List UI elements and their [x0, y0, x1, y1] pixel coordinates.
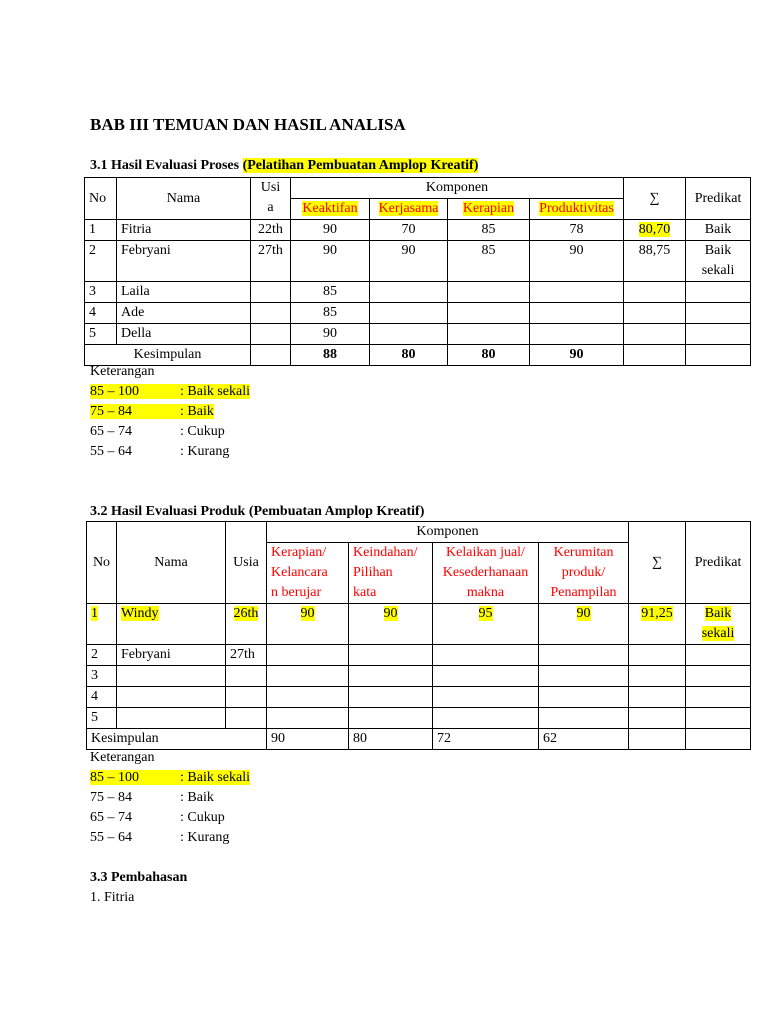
- cell-no: 5: [85, 324, 117, 345]
- cell-value: [539, 604, 629, 645]
- cell-sum: [624, 324, 686, 345]
- component-line: Keindahan/: [353, 545, 418, 560]
- cell-sum: [629, 687, 686, 708]
- header-component-kerumitan: [539, 543, 629, 604]
- cell-value: [433, 666, 539, 687]
- cell-no: 4: [87, 687, 117, 708]
- grade-range: 75 – 84: [90, 790, 132, 805]
- cell-value: 90: [291, 324, 370, 345]
- header-sigma: ∑: [624, 178, 686, 220]
- component-line: kata: [353, 585, 377, 600]
- score-value: 90: [300, 606, 315, 621]
- cell-no: 2: [85, 241, 117, 282]
- table-row: [85, 241, 751, 282]
- kesimpulan-value: 90: [530, 345, 624, 366]
- grade-desc: : Baik sekali: [180, 384, 250, 399]
- cell-value: [349, 604, 433, 645]
- cell-sum: [624, 220, 686, 241]
- table-row: [87, 708, 751, 729]
- component-line: Penampilan: [550, 585, 617, 600]
- kesimpulan-value: 88: [291, 345, 370, 366]
- predikat-line2: sekali: [701, 263, 735, 278]
- grade-range: 75 – 84: [90, 404, 132, 419]
- grade-desc: : Baik: [180, 790, 214, 805]
- grade-range: 55 – 64: [90, 830, 132, 845]
- score-value: 90: [383, 606, 398, 621]
- score-value: 95: [478, 606, 493, 621]
- component-line: makna: [466, 585, 505, 600]
- cell-sum: [629, 604, 686, 645]
- cell-usia: [226, 708, 267, 729]
- grade-range: 65 – 74: [90, 810, 132, 825]
- cell-usia: 22th: [251, 220, 291, 241]
- keterangan1-item: [90, 382, 250, 402]
- header-component-kerjasama: [370, 199, 448, 220]
- cell-nama: [117, 687, 226, 708]
- header-komponen: Komponen: [267, 522, 629, 543]
- keterangan2-item: [90, 788, 214, 808]
- cell-no: 5: [87, 708, 117, 729]
- cell-sum: [629, 729, 686, 750]
- grade-range: 85 – 100: [90, 770, 139, 785]
- cell-value: [433, 645, 539, 666]
- keterangan1-label: Keterangan: [90, 364, 155, 379]
- keterangan1-item: [90, 422, 225, 442]
- cell-value: [267, 708, 349, 729]
- table-row: [87, 666, 751, 687]
- nama-value: Windy: [121, 606, 159, 621]
- cell-value: [349, 645, 433, 666]
- section1-heading-highlight: (Pelatihan Pembuatan Amplop Kreatif): [242, 158, 479, 173]
- cell-value: [448, 282, 530, 303]
- cell-value: [349, 708, 433, 729]
- cell-value: [349, 666, 433, 687]
- cell-value: [370, 324, 448, 345]
- no-value: 1: [91, 606, 98, 621]
- component-line: Pilihan: [353, 565, 393, 580]
- cell-nama: Febryani: [117, 241, 251, 282]
- cell-value: [530, 303, 624, 324]
- cell-usia: [251, 303, 291, 324]
- cell-nama: Ade: [117, 303, 251, 324]
- cell-usia: [251, 282, 291, 303]
- cell-value: 90: [530, 241, 624, 282]
- keterangan1-item: [90, 402, 214, 422]
- section1-heading: [90, 157, 478, 175]
- cell-no: 3: [85, 282, 117, 303]
- cell-value: 78: [530, 220, 624, 241]
- table-row: [87, 645, 751, 666]
- cell-sum: [629, 708, 686, 729]
- grade-desc: : Baik: [180, 404, 214, 419]
- keterangan2-item: [90, 808, 225, 828]
- cell-sum: [624, 345, 686, 366]
- document-title: BAB III TEMUAN DAN HASIL ANALISA: [90, 115, 406, 134]
- table-row: [85, 303, 751, 324]
- header-component-kerapian: [448, 199, 530, 220]
- cell-sum: [624, 303, 686, 324]
- header-component-kelaikan: [433, 543, 539, 604]
- cell-value: [267, 687, 349, 708]
- cell-value: [539, 687, 629, 708]
- cell-predikat: [686, 604, 751, 645]
- cell-nama: [117, 604, 226, 645]
- header-usia-line1: Usi: [260, 180, 281, 195]
- cell-value: 85: [291, 303, 370, 324]
- header-component-keaktifan: [291, 199, 370, 220]
- cell-value: 90: [291, 220, 370, 241]
- cell-usia: 27th: [226, 645, 267, 666]
- table-row: [85, 282, 751, 303]
- table-row: [87, 604, 751, 645]
- cell-value: [539, 645, 629, 666]
- grade-desc: : Kurang: [180, 444, 230, 459]
- header-component-produktivitas: [530, 199, 624, 220]
- kesimpulan-value: 80: [448, 345, 530, 366]
- predikat-line1: Baik: [704, 243, 732, 258]
- cell-value: [433, 708, 539, 729]
- keterangan1-item: [90, 442, 229, 462]
- header-komponen: Komponen: [291, 178, 624, 199]
- grade-desc: : Cukup: [180, 810, 225, 825]
- cell-predikat: [686, 282, 751, 303]
- keterangan2-label: Keterangan: [90, 750, 155, 765]
- cell-predikat: [686, 324, 751, 345]
- header-nama: Nama: [117, 522, 226, 604]
- product-evaluation-table: [86, 521, 751, 750]
- cell-no: 1: [85, 220, 117, 241]
- cell-usia: [251, 345, 291, 366]
- grade-range: 65 – 74: [90, 424, 132, 439]
- header-component-keindahan: [349, 543, 433, 604]
- sum-value: 80,70: [638, 222, 671, 237]
- kesimpulan-label: Kesimpulan: [87, 729, 267, 750]
- sum-value: 91,25: [641, 606, 673, 621]
- cell-no: 4: [85, 303, 117, 324]
- cell-no: 3: [87, 666, 117, 687]
- cell-sum: [624, 282, 686, 303]
- component-line: Kerapian/: [271, 545, 327, 560]
- section3-item: 1. Fitria: [90, 890, 135, 905]
- cell-usia: [226, 666, 267, 687]
- cell-predikat: [686, 708, 751, 729]
- component-line: n berujar: [271, 585, 322, 600]
- component-label: Produktivitas: [539, 201, 614, 216]
- kesimpulan-value: 80: [370, 345, 448, 366]
- table-row: [87, 687, 751, 708]
- component-label: Kerapian: [462, 201, 515, 216]
- component-line: produk/: [561, 565, 606, 580]
- cell-nama: Della: [117, 324, 251, 345]
- cell-value: [539, 708, 629, 729]
- cell-no: [87, 604, 117, 645]
- table-row: [85, 324, 751, 345]
- cell-predikat: [686, 729, 751, 750]
- section1-heading-text: 3.1 Hasil Evaluasi Proses: [90, 158, 243, 173]
- header-predikat: Predikat: [686, 178, 751, 220]
- kesimpulan-label: Kesimpulan: [85, 345, 251, 366]
- header-usia-line2: a: [267, 200, 274, 215]
- component-line: Kerumitan: [553, 545, 614, 560]
- component-line: Kesederhanaan: [442, 565, 529, 580]
- cell-value: [448, 324, 530, 345]
- cell-value: [448, 303, 530, 324]
- cell-value: 90: [291, 241, 370, 282]
- score-value: 90: [576, 606, 591, 621]
- predikat-line2: sekali: [701, 626, 735, 641]
- grade-desc: : Baik sekali: [180, 770, 250, 785]
- usia-value: 26th: [233, 606, 259, 621]
- grade-desc: : Cukup: [180, 424, 225, 439]
- cell-value: [267, 645, 349, 666]
- header-nama: Nama: [117, 178, 251, 220]
- component-label: Kerjasama: [378, 201, 439, 216]
- cell-predikat: [686, 666, 751, 687]
- cell-value: 85: [448, 241, 530, 282]
- cell-value: 85: [448, 220, 530, 241]
- grade-desc: : Kurang: [180, 830, 230, 845]
- cell-value: [370, 282, 448, 303]
- header-usia: [251, 178, 291, 220]
- cell-sum: 88,75: [624, 241, 686, 282]
- cell-nama: Febryani: [117, 645, 226, 666]
- cell-usia: [226, 687, 267, 708]
- process-evaluation-table: [84, 177, 751, 366]
- cell-value: [530, 324, 624, 345]
- cell-value: [349, 687, 433, 708]
- cell-predikat: [686, 645, 751, 666]
- cell-value: [267, 604, 349, 645]
- kesimpulan-row: [85, 345, 751, 366]
- cell-nama: Laila: [117, 282, 251, 303]
- header-predikat: Predikat: [686, 522, 751, 604]
- cell-sum: [629, 666, 686, 687]
- cell-predikat: [686, 241, 751, 282]
- cell-predikat: [686, 303, 751, 324]
- cell-usia: 27th: [251, 241, 291, 282]
- cell-value: [433, 687, 539, 708]
- header-usia: Usia: [226, 522, 267, 604]
- cell-nama: [117, 708, 226, 729]
- header-no: No: [87, 522, 117, 604]
- cell-value: 70: [370, 220, 448, 241]
- cell-usia: [251, 324, 291, 345]
- cell-value: [433, 604, 539, 645]
- cell-value: [530, 282, 624, 303]
- table-row: [85, 220, 751, 241]
- kesimpulan-row: [87, 729, 751, 750]
- cell-no: 2: [87, 645, 117, 666]
- grade-range: 55 – 64: [90, 444, 132, 459]
- header-no: No: [85, 178, 117, 220]
- header-sigma: ∑: [629, 522, 686, 604]
- kesimpulan-value: 90: [267, 729, 349, 750]
- cell-value: [539, 666, 629, 687]
- component-label: Keaktifan: [302, 201, 358, 216]
- keterangan2-item: [90, 768, 250, 788]
- cell-usia: [226, 604, 267, 645]
- cell-sum: [629, 645, 686, 666]
- header-component-kerapian: [267, 543, 349, 604]
- cell-nama: Fitria: [117, 220, 251, 241]
- grade-range: 85 – 100: [90, 384, 139, 399]
- cell-nama: [117, 666, 226, 687]
- component-line: Kelaikan jual/: [446, 545, 525, 560]
- kesimpulan-value: 72: [433, 729, 539, 750]
- kesimpulan-value: 80: [349, 729, 433, 750]
- predikat-line1: Baik: [704, 606, 732, 621]
- section2-heading: 3.2 Hasil Evaluasi Produk (Pembuatan Amplop Kreatif): [90, 504, 425, 519]
- cell-predikat: [686, 687, 751, 708]
- cell-value: 85: [291, 282, 370, 303]
- cell-predikat: Baik: [686, 220, 751, 241]
- cell-predikat: [686, 345, 751, 366]
- kesimpulan-value: 62: [539, 729, 629, 750]
- section3-heading: 3.3 Pembahasan: [90, 870, 188, 885]
- component-line: Kelancara: [271, 565, 328, 580]
- cell-value: [370, 303, 448, 324]
- cell-value: 90: [370, 241, 448, 282]
- keterangan2-item: [90, 828, 229, 848]
- cell-value: [267, 666, 349, 687]
